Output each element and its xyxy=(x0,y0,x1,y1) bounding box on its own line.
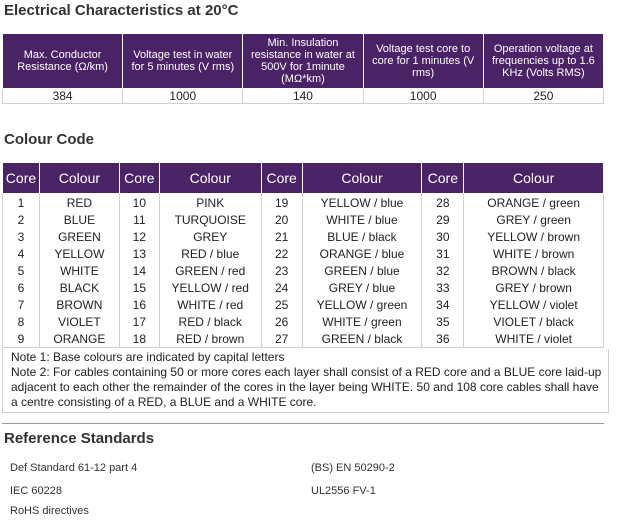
electrical-title: Electrical Characteristics at 20°C xyxy=(4,2,239,19)
core-number-cell: 15 xyxy=(119,279,159,296)
core-number-cell: 24 xyxy=(261,279,302,296)
colour-name-cell: YELLOW / red xyxy=(159,279,261,296)
core-number-cell: 4 xyxy=(3,245,40,262)
colour-name-cell: WHITE / blue xyxy=(302,211,422,228)
colour-name-cell: GREEN / red xyxy=(159,262,261,279)
core-number-cell: 9 xyxy=(3,330,40,348)
core-number-cell: 18 xyxy=(119,330,159,348)
electrical-value: 140 xyxy=(243,89,363,104)
core-number-cell: 14 xyxy=(119,262,159,279)
reference-standard: Def Standard 61-12 part 4 xyxy=(10,462,138,474)
core-number-cell: 3 xyxy=(3,228,40,245)
core-number-cell: 8 xyxy=(3,313,40,330)
colour-name-cell: ORANGE / green xyxy=(464,194,604,212)
electrical-value: 1000 xyxy=(363,89,483,104)
electrical-value: 1000 xyxy=(123,89,243,104)
core-number-cell: 28 xyxy=(422,194,464,212)
core-number-cell: 23 xyxy=(261,262,302,279)
colour-name-cell: ORANGE xyxy=(39,330,119,348)
colour-name-cell: YELLOW / green xyxy=(302,296,422,313)
colour-row xyxy=(3,245,604,262)
core-number-cell: 33 xyxy=(422,279,464,296)
core-number-cell: 21 xyxy=(261,228,302,245)
colour-name-cell: RED / brown xyxy=(159,330,261,348)
colour-name-cell: VIOLET / black xyxy=(464,313,604,330)
core-number-cell: 6 xyxy=(3,279,40,296)
colour-name-cell: BLUE / black xyxy=(302,228,422,245)
core-number-cell: 30 xyxy=(422,228,464,245)
core-number-cell: 11 xyxy=(119,211,159,228)
colour-name-cell: WHITE / green xyxy=(302,313,422,330)
colour-name-cell: YELLOW / violet xyxy=(464,296,604,313)
colour-header-row xyxy=(3,163,604,194)
colour-header: Colour xyxy=(464,163,604,194)
core-number-cell: 2 xyxy=(3,211,40,228)
colour-name-cell: BROWN / black xyxy=(464,262,604,279)
colour-name-cell: GREEN xyxy=(39,228,119,245)
core-header: Core xyxy=(3,163,40,194)
electrical-value: 384 xyxy=(3,89,123,104)
colour-name-cell: BROWN xyxy=(39,296,119,313)
colour-header: Colour xyxy=(302,163,422,194)
colour-name-cell: RED / black xyxy=(159,313,261,330)
electrical-header-row xyxy=(3,34,604,89)
core-number-cell: 29 xyxy=(422,211,464,228)
colour-name-cell: WHITE / red xyxy=(159,296,261,313)
reference-standard: UL2556 FV-1 xyxy=(311,485,376,497)
core-number-cell: 35 xyxy=(422,313,464,330)
divider xyxy=(2,423,604,424)
core-header: Core xyxy=(261,163,302,194)
electrical-header: Voltage test core to core for 1 minutes (V rms) xyxy=(363,34,483,89)
colour-name-cell: WHITE xyxy=(39,262,119,279)
core-number-cell: 13 xyxy=(119,245,159,262)
colour-name-cell: GREY / green xyxy=(464,211,604,228)
core-number-cell: 22 xyxy=(261,245,302,262)
colour-name-cell: YELLOW / brown xyxy=(464,228,604,245)
colour-name-cell: TURQUOISE xyxy=(159,211,261,228)
electrical-header: Voltage test in water for 5 minutes (V rms) xyxy=(123,34,243,89)
colour-name-cell: BLUE xyxy=(39,211,119,228)
colour-row xyxy=(3,211,604,228)
colour-row xyxy=(3,279,604,296)
core-number-cell: 25 xyxy=(261,296,302,313)
colour-name-cell: GREEN / black xyxy=(302,330,422,348)
colour-row xyxy=(3,262,604,279)
colour-row xyxy=(3,228,604,245)
colour-name-cell: RED xyxy=(39,194,119,212)
colour-header: Colour xyxy=(39,163,119,194)
colour-row xyxy=(3,313,604,330)
electrical-value-row xyxy=(3,89,604,104)
colour-name-cell: ORANGE / blue xyxy=(302,245,422,262)
electrical-header: Operation voltage at frequencies up to 1.6 KHz (Volts RMS) xyxy=(483,34,603,89)
reference-standard: (BS) EN 50290-2 xyxy=(311,462,395,474)
core-number-cell: 16 xyxy=(119,296,159,313)
colour-name-cell: GREY / blue xyxy=(302,279,422,296)
core-number-cell: 32 xyxy=(422,262,464,279)
core-number-cell: 10 xyxy=(119,194,159,212)
colour-name-cell: YELLOW xyxy=(39,245,119,262)
core-header: Core xyxy=(422,163,464,194)
electrical-value: 250 xyxy=(483,89,603,104)
colour-name-cell: GREY / brown xyxy=(464,279,604,296)
colour-name-cell: YELLOW / blue xyxy=(302,194,422,212)
colour-row xyxy=(3,194,604,212)
core-number-cell: 5 xyxy=(3,262,40,279)
core-number-cell: 36 xyxy=(422,330,464,348)
colour-notes xyxy=(2,349,609,413)
reference-standard: RoHS directives xyxy=(10,505,89,517)
colour-header: Colour xyxy=(159,163,261,194)
colour-code-table xyxy=(2,162,604,348)
core-number-cell: 27 xyxy=(261,330,302,348)
electrical-table xyxy=(2,33,604,104)
colour-name-cell: GREY xyxy=(159,228,261,245)
note-2: Note 2: For cables containing 50 or more cores each layer shall consist of a RED core and a BLUE core laid-up adjacent to each other the remainder of the cores in the layer being WHITE. 50 and 108 core cables shall have a centre consisting of a RED, a BLUE and a WHITE core. xyxy=(11,365,602,409)
colour-name-cell: GREEN / blue xyxy=(302,262,422,279)
core-number-cell: 20 xyxy=(261,211,302,228)
core-number-cell: 19 xyxy=(261,194,302,212)
core-number-cell: 26 xyxy=(261,313,302,330)
core-number-cell: 17 xyxy=(119,313,159,330)
colour-name-cell: WHITE / violet xyxy=(464,330,604,348)
colour-row xyxy=(3,330,604,348)
core-number-cell: 7 xyxy=(3,296,40,313)
colour-row xyxy=(3,296,604,313)
note-1: Note 1: Base colours are indicated by capital letters xyxy=(11,350,285,364)
reference-title: Reference Standards xyxy=(4,430,155,447)
reference-standard: IEC 60228 xyxy=(10,485,62,497)
colour-name-cell: PINK xyxy=(159,194,261,212)
colour-name-cell: VIOLET xyxy=(39,313,119,330)
electrical-header: Max. Conductor Resistance (Ω/km) xyxy=(3,34,123,89)
core-number-cell: 34 xyxy=(422,296,464,313)
core-number-cell: 12 xyxy=(119,228,159,245)
colour-code-body xyxy=(3,194,604,348)
colour-name-cell: BLACK xyxy=(39,279,119,296)
electrical-header: Min. Insulation resistance in water at 500V for 1minute (MΩ*km) xyxy=(243,34,363,89)
core-number-cell: 31 xyxy=(422,245,464,262)
colour-name-cell: RED / blue xyxy=(159,245,261,262)
colour-name-cell: WHITE / brown xyxy=(464,245,604,262)
core-number-cell: 1 xyxy=(3,194,40,212)
colour-code-title: Colour Code xyxy=(4,131,94,148)
core-header: Core xyxy=(119,163,159,194)
